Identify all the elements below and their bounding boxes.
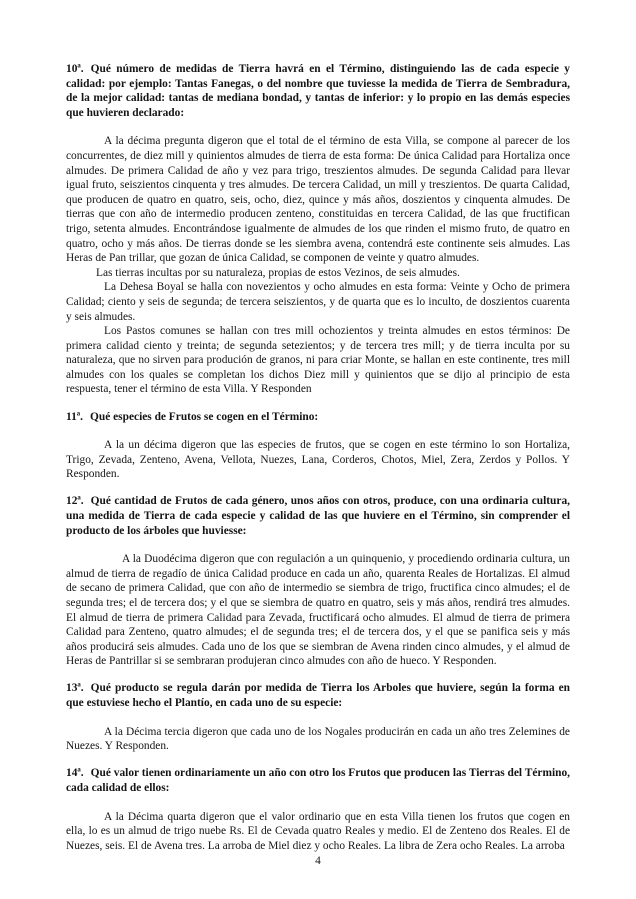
question-number: 10ª. [66,63,84,75]
question-text: Qué cantidad de Frutos de cada género, unos años con otros, produce, con una ordinaria cultura, una medida de Tierra de cada especie y calidad de las que huviere en el Término, sin comprender el producto de los árboles que huviesse: [66,495,570,537]
question-section-13 [66,681,570,753]
question-text: Qué especies de Frutos se cogen en el Término: [90,410,319,423]
answer-paragraph: A la Décima quarta digeron que el valor ordinario que en esta Villa tienen los frutos que cogen en ella, lo es un almud de trigo nuebe Rs. El de Cevada quatro Reales y medio. El de Zenteno dos Reales. El de Nuezes, seis. El de Avena tres. La arroba de Miel diez y ocho Reales. La libra de Zera ocho Reales. La arroba [66,810,570,852]
answer-paragraph: A la décima pregunta digeron que el total de el término de esta Villa, se compone al parecer de los concurrentes, de diez mill y quinientos almudes de tierra de esta forma: De única Calidad para Hortaliza once almudes. De primera Calidad de año y vez para trigo, treszientos almudes. De segunda Calidad para llevar igual fruto, seiszientos cinquenta y tres almudes. De tercera Calidad, un mill y treszientos. De quarta Calidad, que producen de quatro en quatro, seis, ocho, diez, quince y más años, doszientos y cinquenta almudes. De tierras que con año de intermedio producen zenteno, constituidas en tercera Calidad, de las que fructifican trigo, setenta almudes. Encontrándose igualmente de almudes de los que rinden el mismo fruto, de quatro en quatro, ocho y más años. De tierras donde se les siembra avena, contendrá este continente seis almudes. Las Heras de Pan trillar, que gozan de única Calidad, se componen de veinte y quatro almudes. [66,135,570,265]
question-heading [66,410,570,425]
question-text: Qué número de medidas de Tierra havrá en el Término, distinguiendo las de cada especie y calidad: por ejemplo: Tantas Fanegas, o del nombre que tuviesse la medida de Tierra de Sembradura, de la mejor calidad: tantas de mediana bondad, y tantas de inferior: y lo propio en las demás especies que huvieren declarado: [66,63,570,119]
question-number: 12ª. [66,495,84,508]
question-number: 11ª. [66,410,84,423]
answer-paragraph: A la Décima tercia digeron que cada uno de los Nogales producirán en cada un año tres Zelemines de Nuezes. Y Responden. [66,725,570,753]
answer-paragraph: Los Pastos comunes se hallan con tres mill ochozientos y treinta almudes en estos términos: De primera calidad ciento y treinta; de segunda setezientos; y de tercera tres mill; y de tierra inculta por su naturaleza, que no sirven para produción de granos, ni para criar Monte, se hallan en este continente, tres mill almudes con los quales se completan los dichos Diez mill y quinientos que se dijo al principio de esta respuesta, tener el término de esta Villa. Y Responden [66,325,570,396]
question-section-12 [66,494,570,669]
answer-paragraph: A la Duodécima digeron que con regulación a un quinquenio, y procediendo ordinaria cultura, un almud de tierra de regadío de única Calidad produce en cada un año, quarenta Reales de Hortalizas. El almud de secano de primera Calidad, que con año de intermedio se siembra de trigo, fructifica cinco almudes; el de segunda tres; el de tercera dos; y el que se siembra de quatro en quatro, seis y más años, rendirá tres almudes. El almud de tierra de primera Calidad para Zevada, fructificará ocho almudes. El almud de tierra de primera Calidad para Zenteno, quatro almudes; el de segunda tres; el de tercera dos, y el que se panifica seis y más años producirá seis almudes. Cada uno de los que se siembran de Avena rinden cinco almudes, y el almud de Heras de Pantrillar si se sembraran produjeran cinco almudes con año de hueco. Y Responden. [66,553,570,668]
page-number: 4 [315,855,321,867]
question-heading [66,681,570,710]
question-section-11 [66,410,570,482]
question-number: 14ª. [66,767,84,780]
question-number: 13ª. [66,682,84,695]
page-content [66,62,570,853]
question-text: Qué producto se regula darán por medida de Tierra los Arboles que huviere, según la forma en que estuviese hecho el Plantío, en cada uno de su especie: [66,682,570,710]
answer-paragraph: A la un décima digeron que las especies de frutos, que se cogen en este término lo son Hortaliza, Trigo, Zevada, Zenteno, Avena, Vellota, Nuezes, Lana, Corderos, Chotos, Miel, Zera, Zerdos y Pollos. Y Responden. [66,439,570,481]
question-heading [66,62,570,120]
question-heading [66,766,570,795]
question-section-10 [66,62,570,397]
question-section-14 [66,766,570,853]
question-text: Qué valor tienen ordinariamente un año con otro los Frutos que producen las Tierras del Término, cada calidad de ellos: [66,767,570,794]
answer-paragraph: La Dehesa Boyal se halla con novezientos y ocho almudes en esta forma: Veinte y Ocho de primera Calidad; ciento y seis de segunda; de tercera seiszientos, y de quarta que es lo inculto, de doszientos cuarenta y seis almudes. [66,281,570,323]
question-heading [66,494,570,538]
answer-paragraph: Las tierras incultas por su naturaleza, propias de estos Vezinos, de seis almudes. [96,266,460,279]
